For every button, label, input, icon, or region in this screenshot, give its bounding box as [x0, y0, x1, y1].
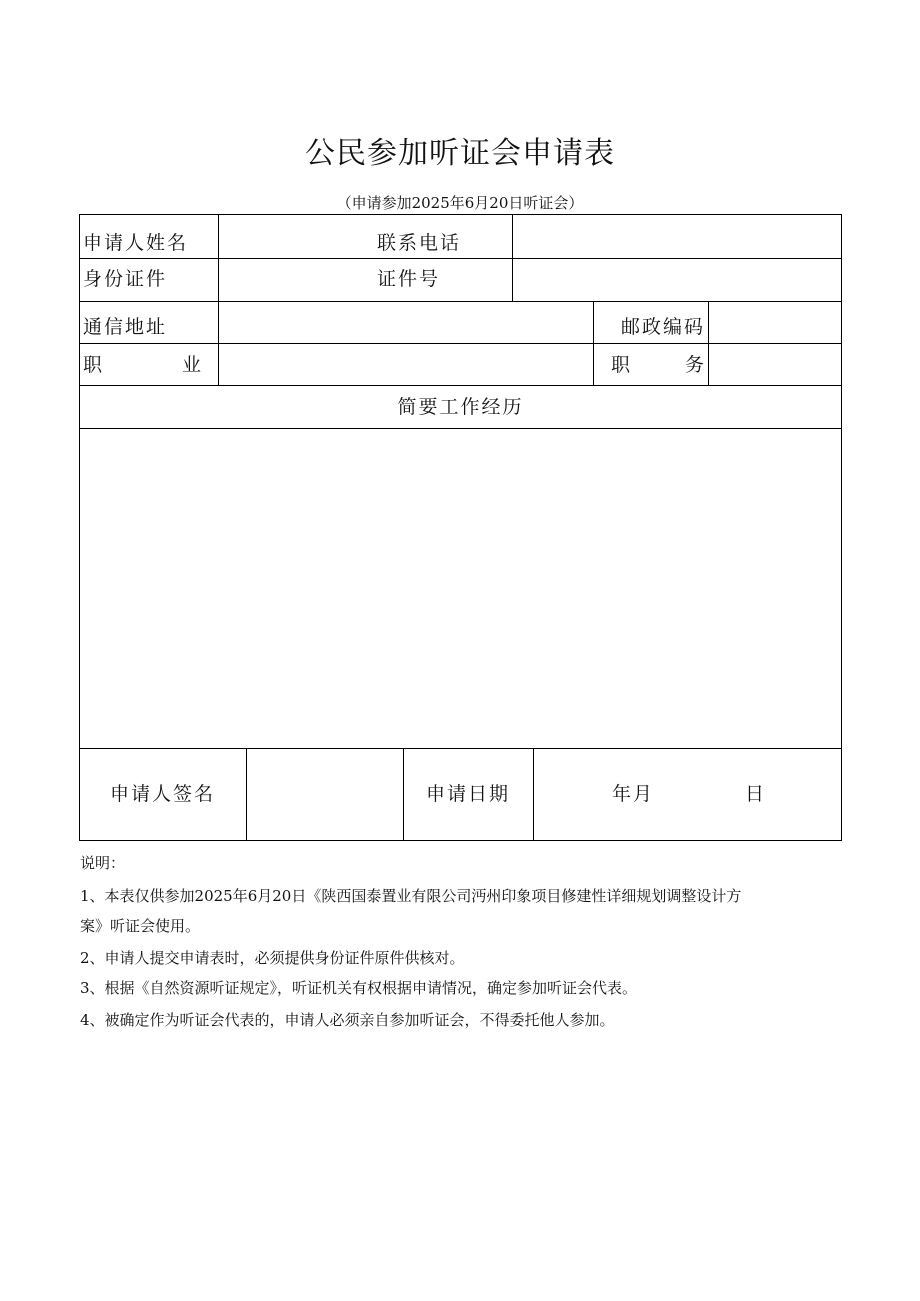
address-label: 通信地址 [83, 316, 168, 338]
form-subtitle: （申请参加2025年6月20日听证会） [336, 194, 584, 212]
date-day: 日 [745, 783, 767, 805]
signature-field[interactable] [247, 749, 403, 840]
col-divider [533, 748, 534, 841]
id-number-label: 证件号 [377, 268, 441, 290]
occupation-field[interactable] [219, 344, 593, 385]
date-label: 申请日期 [425, 783, 510, 805]
id-type-field[interactable] [219, 259, 512, 301]
form-title: 公民参加听证会申请表 [305, 136, 615, 171]
applicant-name-field[interactable] [219, 215, 512, 258]
row-divider [79, 385, 842, 386]
occupation-label [83, 356, 203, 375]
signature-label: 申请人签名 [109, 783, 215, 805]
phone-field[interactable] [513, 215, 841, 258]
phone-label: 联系电话 [377, 232, 462, 254]
position-label-char1: 职 [611, 354, 633, 376]
postcode-field[interactable] [709, 302, 841, 343]
note-item-1: 1、本表仅供参加2025年6月20日《陕西国泰置业有限公司沔州印象项目修建性详细规划调整设计方 [80, 887, 742, 905]
note-item-1-cont: 案》听证会使用。 [80, 917, 201, 935]
address-field[interactable] [219, 302, 593, 343]
position-label [611, 356, 706, 375]
note-item-4: 4、被确定作为听证会代表的，申请人必须亲自参加听证会，不得委托他人参加。 [80, 1011, 615, 1029]
occupation-label-char2: 业 [181, 354, 203, 376]
occupation-label-char1: 职 [83, 354, 105, 376]
postcode-label: 邮政编码 [621, 316, 706, 338]
table-border-bottom [79, 840, 842, 841]
position-label-char2: 务 [684, 354, 706, 376]
note-item-3: 3、根据《自然资源听证规定》，听证机关有权根据申请情况，确定参加听证会代表。 [80, 979, 638, 997]
work-history-heading: 简要工作经历 [397, 396, 524, 418]
applicant-name-label: 申请人姓名 [83, 232, 189, 254]
id-type-label: 身份证件 [83, 268, 168, 290]
row-divider [79, 748, 842, 749]
notes-heading: 说明： [80, 854, 126, 872]
position-field[interactable] [709, 344, 841, 385]
id-number-field[interactable] [513, 259, 841, 301]
application-form-table [79, 214, 842, 841]
work-history-field[interactable] [80, 429, 841, 748]
date-year-month: 年月 [612, 783, 655, 805]
table-border-right [841, 214, 842, 841]
col-divider [593, 301, 594, 385]
note-item-2: 2、申请人提交申请表时，必须提供身份证件原件供核对。 [80, 949, 465, 967]
